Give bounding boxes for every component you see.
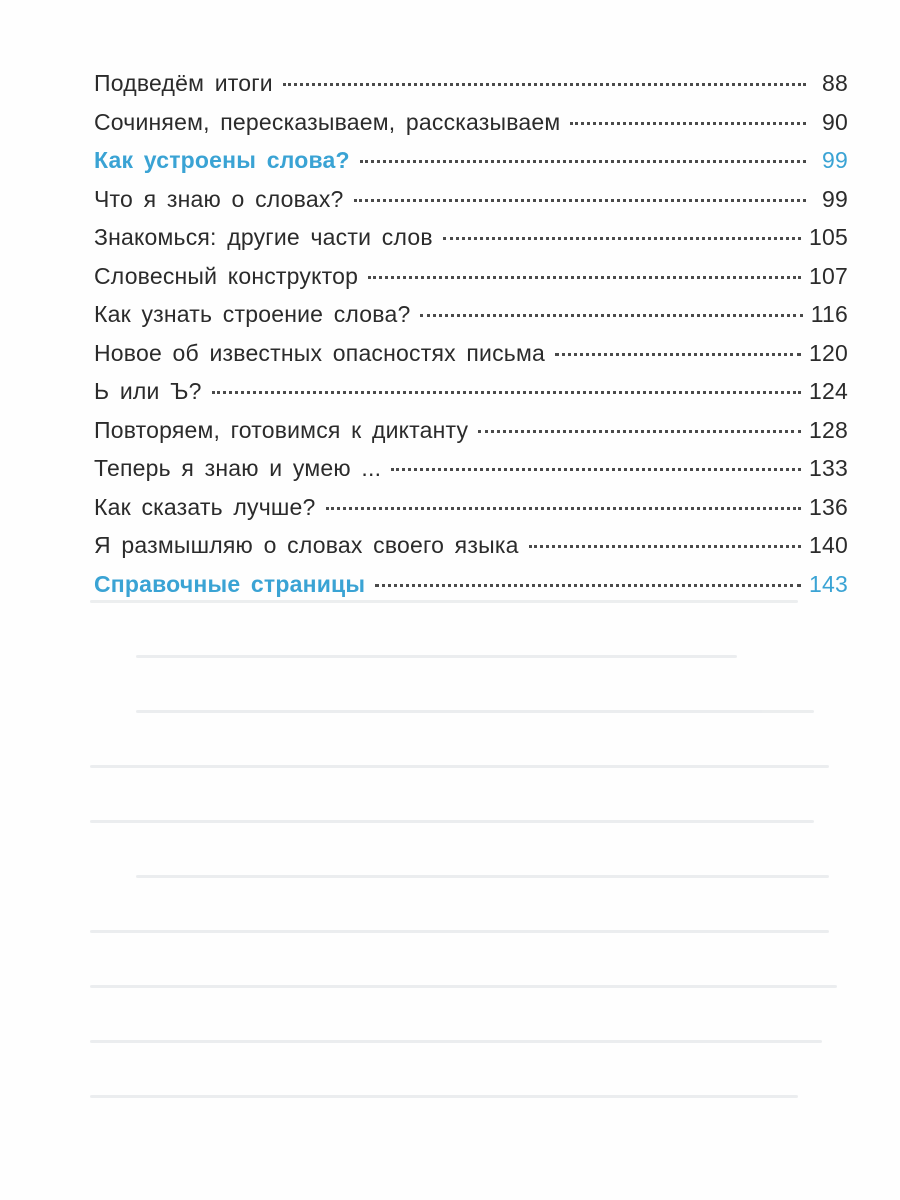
toc-section-heading[interactable] [94,147,848,186]
toc-entry[interactable] [94,301,848,340]
toc-entry-page: 99 [822,185,848,212]
toc-leader-dots [375,584,801,587]
toc-section-heading[interactable] [94,571,848,610]
toc-entry-title: Ь или Ъ? [94,378,202,404]
toc-entry-title: Как узнать строение слова? [94,301,411,327]
toc-leader-dots [391,468,801,471]
toc-leader-dots [354,199,806,202]
toc-entry[interactable] [94,417,848,456]
toc-leader-dots [478,430,801,433]
toc-entry-page: 133 [809,455,848,481]
toc-entry[interactable] [94,224,848,263]
toc-leader-dots [283,83,806,86]
toc-leader-dots [368,276,801,279]
toc-section-page: 99 [822,147,848,173]
reverse-side-show-through [90,600,860,1170]
toc-entry-page: 88 [822,70,848,96]
toc-entry-title: Словесный конструктор [94,262,359,289]
toc-entry-page: 120 [809,339,848,366]
toc-entry-title: Подведём итоги [94,70,273,96]
toc-entry-page: 90 [822,108,848,135]
toc-entry-page: 136 [809,493,848,520]
toc-entry[interactable] [94,532,848,571]
toc-leader-dots [212,391,801,394]
toc-entry-title: Повторяем, готовимся к диктанту [94,416,469,443]
toc-entry-page: 105 [809,224,848,250]
toc-entry-title: Как сказать лучше? [94,493,316,520]
toc-leader-dots [570,122,806,125]
toc-section-page: 143 [809,570,848,597]
toc-leader-dots [443,237,801,240]
toc-entry-title: Новое об известных опасностях письма [94,339,545,366]
toc-entry[interactable] [94,186,848,225]
toc-section-title: Как устроены слова? [94,147,350,173]
toc-entry-title: Теперь я знаю и умею ... [94,455,382,481]
toc-leader-dots [529,545,801,548]
toc-leader-dots [420,314,802,317]
toc-leader-dots [360,160,806,163]
toc-entry-title: Знакомься: другие части слов [94,224,433,250]
toc-entry[interactable] [94,455,848,494]
toc-leader-dots [326,507,801,510]
toc-entry[interactable] [94,494,848,533]
toc-entry-page: 140 [809,532,848,558]
toc-entry[interactable] [94,263,848,302]
toc-entry-page: 124 [809,378,848,404]
toc-entry[interactable] [94,70,848,109]
table-of-contents [94,70,848,609]
toc-entry-title: Я размышляю о словах своего языка [94,532,519,558]
toc-entry-page: 107 [809,262,848,289]
toc-entry[interactable] [94,340,848,379]
toc-leader-dots [555,353,801,356]
toc-entry-title: Сочиняем, пересказываем, рассказываем [94,108,561,135]
toc-section-title: Справочные страницы [94,570,366,597]
toc-entry[interactable] [94,109,848,148]
toc-entry[interactable] [94,378,848,417]
toc-entry-title: Что я знаю о словах? [94,185,344,212]
toc-entry-page: 128 [809,416,848,443]
toc-entry-page: 116 [810,301,848,327]
